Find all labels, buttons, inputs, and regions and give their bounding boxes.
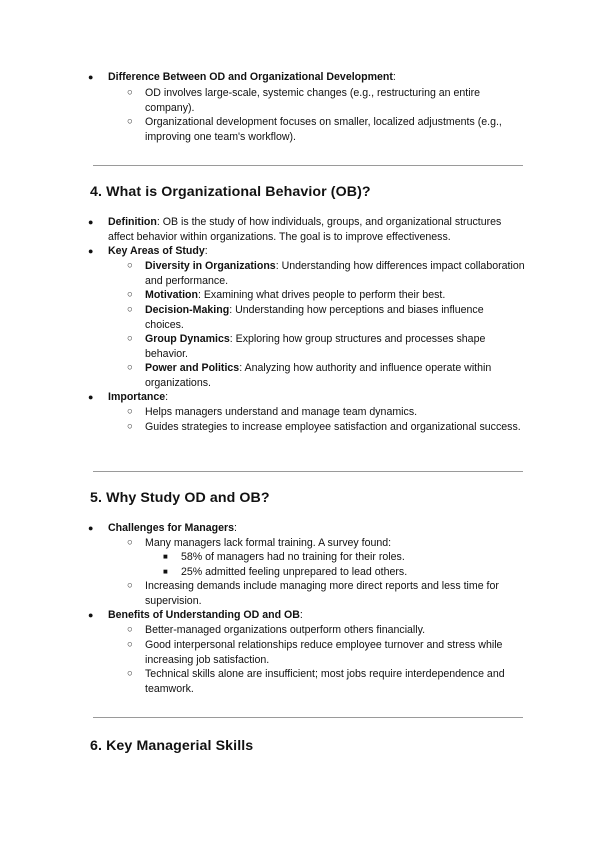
- bullet-marker: ○: [127, 87, 133, 98]
- area-text: : Analyzing how authority and influence operate within organizations.: [145, 362, 492, 389]
- bullet-marker: ○: [127, 580, 133, 591]
- area-term: Power and Politics: [145, 362, 240, 374]
- importance-term: Importance: [108, 391, 166, 403]
- bullet-marker: ○: [127, 624, 133, 635]
- area-item: [145, 259, 525, 288]
- area-term: Motivation: [145, 289, 198, 301]
- bullet-marker: ●: [88, 610, 94, 620]
- section-4-heading: 4. What is Organizational Behavior (OB)?: [90, 184, 371, 200]
- area-text: : Understanding how perceptions and biases influence choices.: [145, 304, 484, 331]
- area-text: : Understanding how differences impact collaboration and performance.: [145, 260, 525, 287]
- bullet-marker: ●: [88, 72, 94, 82]
- demands-item: Increasing demands include managing more direct reports and less time for supervision.: [145, 580, 499, 607]
- bullet-marker: ○: [127, 116, 133, 127]
- area-item: [145, 332, 525, 361]
- area-term: Decision-Making: [145, 304, 230, 316]
- definition-term: Definition: [108, 216, 157, 228]
- bullet-marker: ○: [127, 406, 133, 417]
- area-item: [145, 303, 525, 332]
- bullet-marker: ○: [127, 260, 133, 271]
- key-areas-item: Key Areas of Study:: [108, 245, 208, 257]
- benefits-subitem: Technical skills alone are insufficient; most jobs require interdependence and teamwork.: [145, 668, 505, 695]
- key-areas-term: Key Areas of Study: [108, 245, 205, 257]
- area-item: [145, 361, 525, 390]
- horizontal-rule: [93, 471, 523, 472]
- challenges-term: Challenges for Managers: [108, 522, 234, 534]
- section-5-heading: 5. Why Study OD and OB?: [90, 490, 270, 506]
- bullet-marker: ●: [88, 523, 94, 533]
- bullet-marker: ○: [127, 304, 133, 315]
- definition-item: [108, 215, 528, 244]
- benefits-subitem: Good interpersonal relationships reduce employee turnover and stress while increasing job satisfaction.: [145, 639, 503, 666]
- horizontal-rule: [93, 717, 523, 718]
- definition-text: : OB is the study of how individuals, groups, and organizational structures affect behavior within organizations. The goal is to improve effectiveness.: [108, 216, 502, 243]
- bullet-marker: ○: [127, 362, 133, 373]
- bullet-marker: ○: [127, 421, 133, 432]
- bullet-marker: ○: [127, 639, 133, 650]
- section-6-heading: 6. Key Managerial Skills: [90, 738, 254, 754]
- area-text: : Examining what drives people to perform their best.: [197, 289, 446, 301]
- diff-item: Difference Between OD and Organizational Development:: [108, 71, 396, 83]
- diff-subitem: OD involves large-scale, systemic changes (e.g., restructuring an entire company).: [145, 87, 481, 114]
- horizontal-rule: [93, 165, 523, 166]
- bullet-marker: ■: [163, 552, 168, 561]
- bullet-marker: ○: [127, 537, 133, 548]
- diff-title: Difference Between OD and Organizational Development: [108, 71, 393, 83]
- survey-item: 25% admitted feeling unprepared to lead others.: [181, 566, 408, 578]
- importance-item: Importance:: [108, 391, 169, 403]
- bullet-marker: ●: [88, 246, 94, 256]
- importance-subitem: Helps managers understand and manage team dynamics.: [145, 406, 418, 418]
- area-term: Diversity in Organizations: [145, 260, 276, 272]
- benefits-subitem: Better-managed organizations outperform others financially.: [145, 624, 426, 636]
- bullet-marker: ●: [88, 217, 94, 227]
- benefits-term: Benefits of Understanding OD and OB: [108, 609, 300, 621]
- bullet-marker: ■: [163, 567, 168, 576]
- importance-subitem: Guides strategies to increase employee satisfaction and organizational success.: [145, 421, 521, 433]
- area-term: Group Dynamics: [145, 333, 230, 345]
- area-text: : Exploring how group structures and processes shape behavior.: [145, 333, 486, 360]
- bullet-marker: ○: [127, 668, 133, 679]
- challenges-item: Challenges for Managers:: [108, 522, 237, 534]
- bullet-marker: ○: [127, 333, 133, 344]
- diff-subitem: Organizational development focuses on smaller, localized adjustments (e.g., improving one team's workflow).: [145, 116, 502, 143]
- survey-intro: Many managers lack formal training. A survey found:: [145, 537, 392, 549]
- benefits-item: Benefits of Understanding OD and OB:: [108, 609, 303, 621]
- bullet-marker: ●: [88, 392, 94, 402]
- survey-item: 58% of managers had no training for their roles.: [181, 551, 405, 563]
- area-item: [145, 288, 525, 303]
- bullet-marker: ○: [127, 289, 133, 300]
